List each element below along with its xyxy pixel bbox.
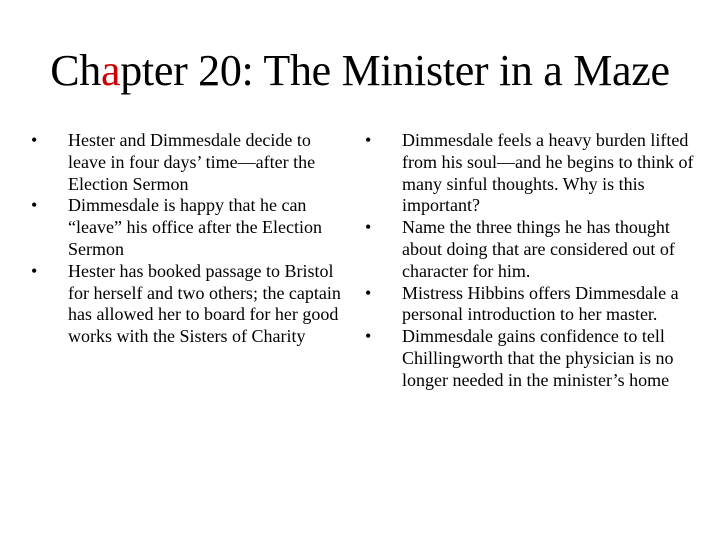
left-bullet-list xyxy=(28,130,350,348)
bullet-icon: • xyxy=(31,195,38,216)
list-item xyxy=(362,326,698,391)
list-item xyxy=(28,130,350,195)
list-item xyxy=(362,217,698,282)
list-item-text: Dimmesdale feels a heavy burden lifted from his soul—and he begins to think of many sinful thoughts. Why is this important? xyxy=(402,130,694,216)
list-item xyxy=(362,283,698,327)
list-item-text: Dimmesdale gains confidence to tell Chillingworth that the physician is no longer needed in the minister’s home xyxy=(402,326,674,390)
title-accent-letter: a xyxy=(101,46,121,95)
bullet-icon: • xyxy=(31,260,38,281)
list-item-text: Name the three things he has thought about doing that are considered out of character for him. xyxy=(402,217,675,281)
list-item-text: Mistress Hibbins offers Dimmesdale a personal introduction to her master. xyxy=(402,282,679,325)
title-part-1: Ch xyxy=(50,46,101,95)
list-item-text: Hester and Dimmesdale decide to leave in four days’ time—after the Election Sermon xyxy=(68,130,316,194)
bullet-icon: • xyxy=(365,326,372,347)
right-bullet-list xyxy=(362,130,698,392)
list-item-text: Dimmesdale is happy that he can “leave” his office after the Election Sermon xyxy=(68,195,323,259)
title-part-2: pter 20: The Minister in a Maze xyxy=(120,46,670,95)
bullet-icon: • xyxy=(365,130,372,150)
list-item-text: Hester has booked passage to Bristol for herself and two others; the captain has allowed her to board for her good works with the Sisters of Charity xyxy=(68,260,341,347)
bullet-icon: • xyxy=(365,217,372,238)
slide-title xyxy=(0,44,720,98)
list-item xyxy=(28,261,350,348)
list-item xyxy=(362,130,698,217)
bullet-icon: • xyxy=(31,130,38,150)
bullet-icon: • xyxy=(365,282,372,303)
list-item xyxy=(28,195,350,260)
